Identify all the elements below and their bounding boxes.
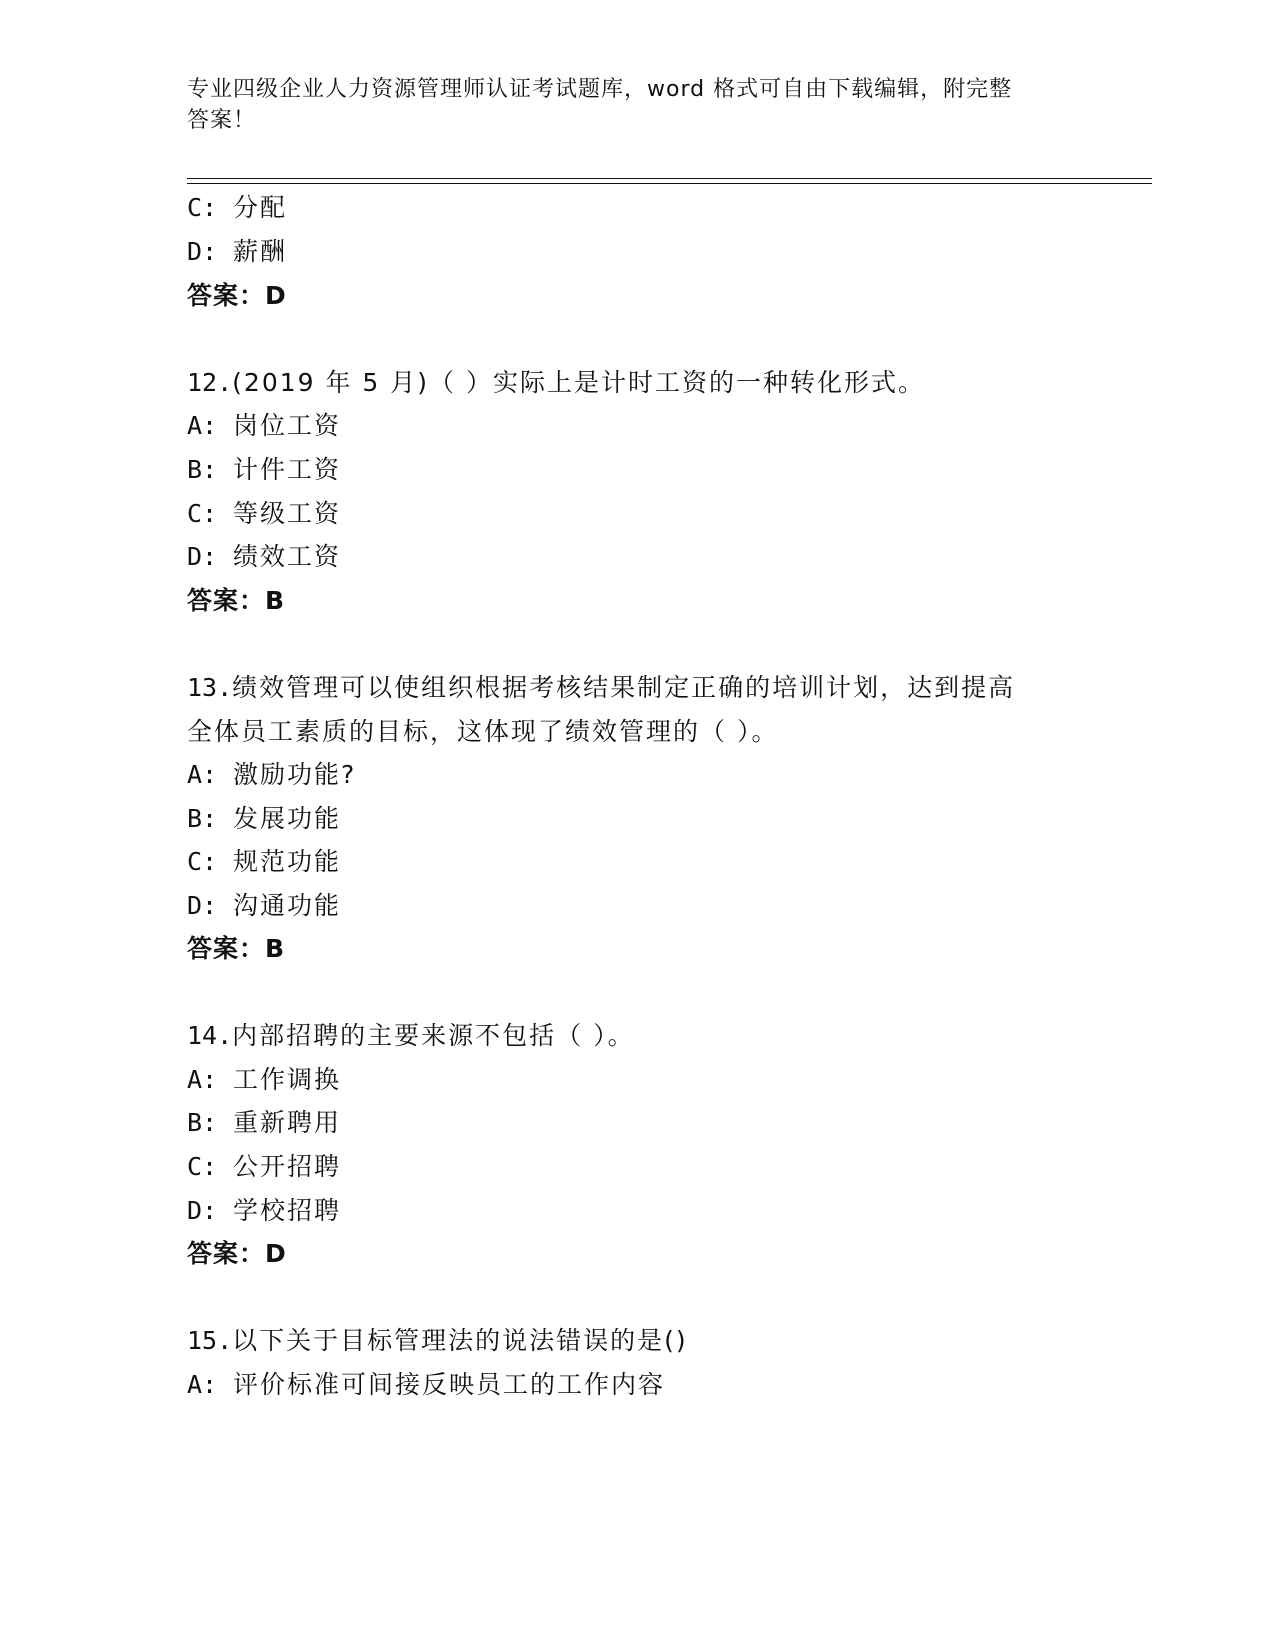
option-text: 计件工资: [233, 455, 342, 484]
option-c: [187, 847, 341, 877]
option-text: 工作调换: [233, 1065, 342, 1094]
page-header: [187, 74, 1087, 136]
question-text: 内部招聘的主要来源不包括（ ）。: [232, 1021, 635, 1050]
option-d: [187, 891, 341, 921]
question-stem: [187, 1326, 688, 1356]
question-stem: [187, 1021, 635, 1051]
option-text: 等级工资: [233, 499, 342, 528]
option-text: 学校招聘: [233, 1196, 342, 1225]
question-number: 14.: [187, 1021, 233, 1050]
option-a: [187, 760, 356, 790]
option-a: [187, 411, 341, 441]
option-letter: A:: [187, 1370, 218, 1399]
option-text: 公开招聘: [233, 1152, 342, 1181]
option-text: 重新聘用: [233, 1108, 342, 1137]
question-stem: [187, 673, 1015, 703]
option-text: 绩效工资: [233, 542, 342, 571]
option-letter: D:: [187, 891, 218, 920]
header-line-1: 专业四级企业人力资源管理师认证考试题库，word 格式可自由下载编辑，附完整: [187, 77, 1013, 102]
option-c: [187, 193, 287, 223]
header-divider-bottom: [187, 183, 1152, 184]
option-letter: C:: [187, 499, 218, 528]
option-c: [187, 499, 341, 529]
option-letter: D:: [187, 237, 218, 266]
option-text: 评价标准可间接反映员工的工作内容: [233, 1370, 666, 1399]
question-text: 以下关于目标管理法的说法错误的是(): [232, 1326, 688, 1355]
question-number: 12.: [187, 368, 233, 397]
question-stem: [187, 368, 925, 398]
question-stem-continued: [187, 717, 778, 747]
answer-value: B: [265, 586, 286, 615]
option-letter: B:: [187, 1108, 218, 1137]
question-number: 13.: [187, 673, 233, 702]
option-text: 激励功能?: [233, 760, 357, 789]
option-letter: A:: [187, 411, 218, 440]
answer-label: 答案：: [187, 934, 266, 963]
answer-line: [187, 1239, 287, 1269]
option-letter: A:: [187, 1065, 218, 1094]
option-d: [187, 237, 287, 267]
answer-line: [187, 281, 287, 311]
option-d: [187, 1196, 341, 1226]
answer-label: 答案：: [187, 1239, 266, 1268]
option-text: 分配: [233, 193, 288, 222]
header-line-2: 答案！: [187, 108, 257, 133]
option-d: [187, 542, 341, 572]
option-text: 沟通功能: [233, 891, 342, 920]
option-letter: C:: [187, 1152, 218, 1181]
question-text: 绩效管理可以使组织根据考核结果制定正确的培训计划，达到提高: [232, 673, 1016, 702]
option-letter: D:: [187, 1196, 218, 1225]
option-text: 发展功能: [233, 804, 342, 833]
option-text: 岗位工资: [233, 411, 342, 440]
answer-label: 答案：: [187, 586, 266, 615]
option-a: [187, 1370, 665, 1400]
answer-value: B: [265, 934, 286, 963]
answer-label: 答案：: [187, 281, 266, 310]
answer-value: D: [265, 281, 287, 310]
option-a: [187, 1065, 341, 1095]
option-letter: D:: [187, 542, 218, 571]
option-letter: C:: [187, 847, 218, 876]
option-letter: A:: [187, 760, 218, 789]
option-c: [187, 1152, 341, 1182]
question-number: 15.: [187, 1326, 233, 1355]
option-letter: C:: [187, 193, 218, 222]
answer-value: D: [265, 1239, 287, 1268]
question-text: 全体员工素质的目标，这体现了绩效管理的（ ）。: [187, 717, 779, 746]
question-text: (2019 年 5 月)（ ）实际上是计时工资的一种转化形式。: [232, 368, 925, 397]
option-letter: B:: [187, 455, 218, 484]
answer-line: [187, 934, 285, 964]
answer-line: [187, 586, 285, 616]
option-b: [187, 1108, 341, 1138]
header-divider-top: [187, 178, 1152, 179]
option-b: [187, 804, 341, 834]
option-text: 规范功能: [233, 847, 342, 876]
option-letter: B:: [187, 804, 218, 833]
option-text: 薪酬: [233, 237, 288, 266]
option-b: [187, 455, 341, 485]
